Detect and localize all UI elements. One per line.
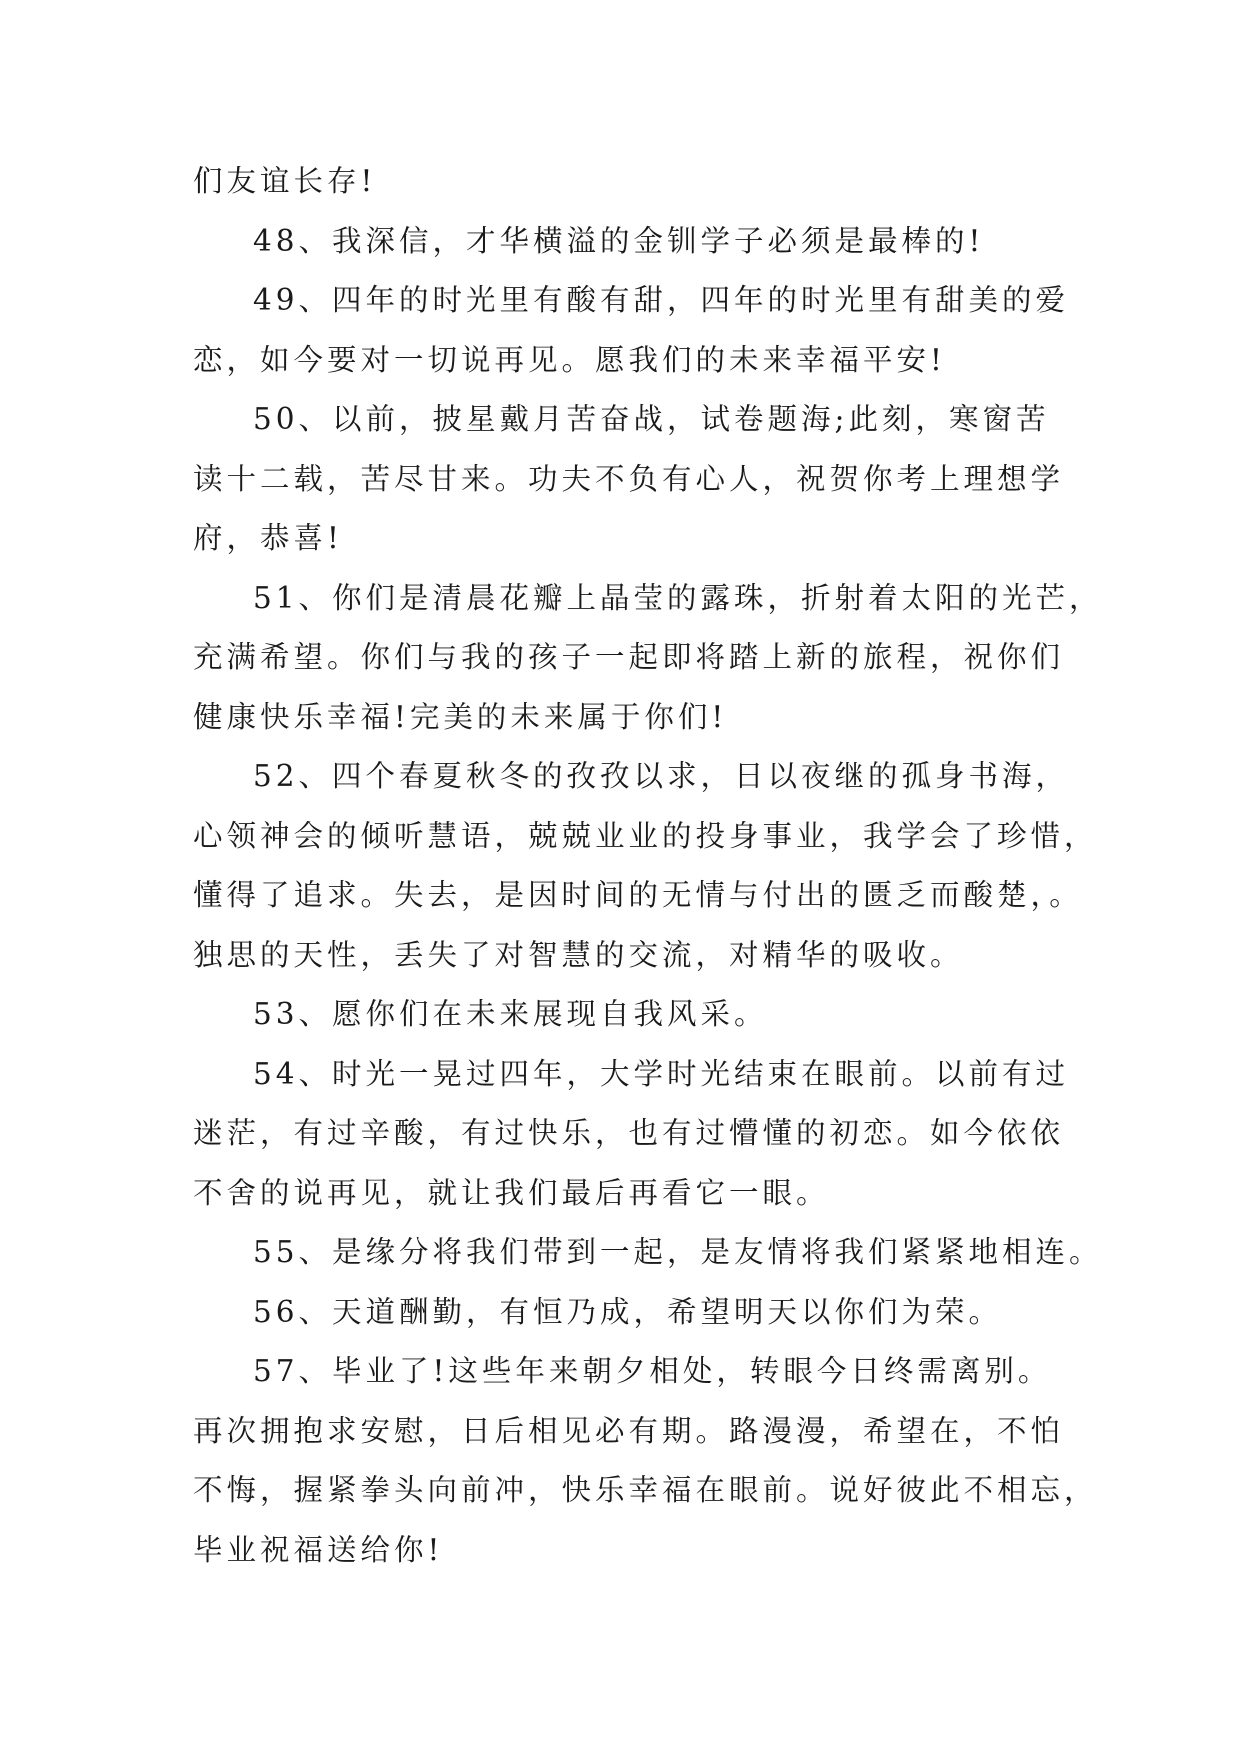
paragraph-57 — [193, 1342, 1098, 1580]
text-line: 读十二载，苦尽甘来。功夫不负有心人，祝贺你考上理想学 — [193, 461, 1065, 496]
text-line: 52、四个春夏秋冬的孜孜以求，日以夜继的孤身书海， — [253, 759, 1070, 793]
text-line: 心领神会的倾听慧语，兢兢业业的投身事业，我学会了珍惜， — [193, 818, 1098, 853]
paragraph-54 — [193, 1045, 1073, 1224]
text-line: 府，恭喜! — [193, 521, 343, 555]
text-line: 56、天道酬勤，有恒乃成，希望明天以你们为荣。 — [253, 1294, 1003, 1329]
text-line: 健康快乐幸福!完美的未来属于你们! — [193, 699, 728, 734]
text-line: 57、毕业了!这些年来朝夕相处，转眼今日终需离别。 — [253, 1354, 1052, 1388]
text-line: 50、以前，披星戴月苦奋战，试卷题海;此刻，寒窗苦 — [253, 402, 1050, 436]
paragraph-50 — [193, 390, 1073, 569]
text-line: 独思的天性，丢失了对智慧的交流，对精华的吸收。 — [193, 937, 964, 972]
document-body — [193, 152, 1103, 1580]
paragraph-55 — [193, 1223, 1103, 1283]
paragraph-52 — [193, 747, 1098, 985]
text-line: 49、四年的时光里有酸有甜，四年的时光里有甜美的爱 — [253, 283, 1070, 317]
text-line: 充满希望。你们与我的孩子一起即将踏上新的旅程，祝你们 — [193, 640, 1065, 674]
text-line: 51、你们是清晨花瓣上晶莹的露珠，折射着太阳的光芒， — [253, 580, 1103, 615]
text-line: 迷茫，有过辛酸，有过快乐，也有过懵懂的初恋。如今依依 — [193, 1116, 1065, 1150]
paragraph-49 — [193, 271, 1073, 390]
text-line: 们友谊长存! — [193, 164, 377, 198]
text-line: 54、时光一晃过四年，大学时光结束在眼前。以前有过 — [253, 1056, 1070, 1091]
paragraph-continuation — [193, 152, 1073, 212]
text-line: 再次拥抱求安慰，日后相见必有期。路漫漫，希望在，不怕 — [193, 1413, 1065, 1448]
text-line: 48、我深信，才华横溢的金钏学子必须是最棒的! — [253, 223, 985, 258]
paragraph-48 — [193, 212, 1073, 272]
text-line: 53、愿你们在未来展现自我风采。 — [253, 997, 768, 1031]
text-line: 55、是缘分将我们带到一起，是友情将我们紧紧地相连。 — [253, 1235, 1103, 1269]
text-line: 恋，如今要对一切说再见。愿我们的未来幸福平安! — [193, 342, 946, 377]
paragraph-51 — [193, 569, 1103, 748]
paragraph-56 — [193, 1283, 1073, 1343]
text-line: 毕业祝福送给你! — [193, 1532, 444, 1567]
text-line: 不悔，握紧拳头向前冲，快乐幸福在眼前。说好彼此不相忘， — [193, 1473, 1098, 1507]
paragraph-53 — [193, 985, 1073, 1045]
text-line: 懂得了追求。失去，是因时间的无情与付出的匮乏而酸楚，。 — [193, 878, 1083, 912]
text-line: 不舍的说再见，就让我们最后再看它一眼。 — [193, 1175, 830, 1210]
